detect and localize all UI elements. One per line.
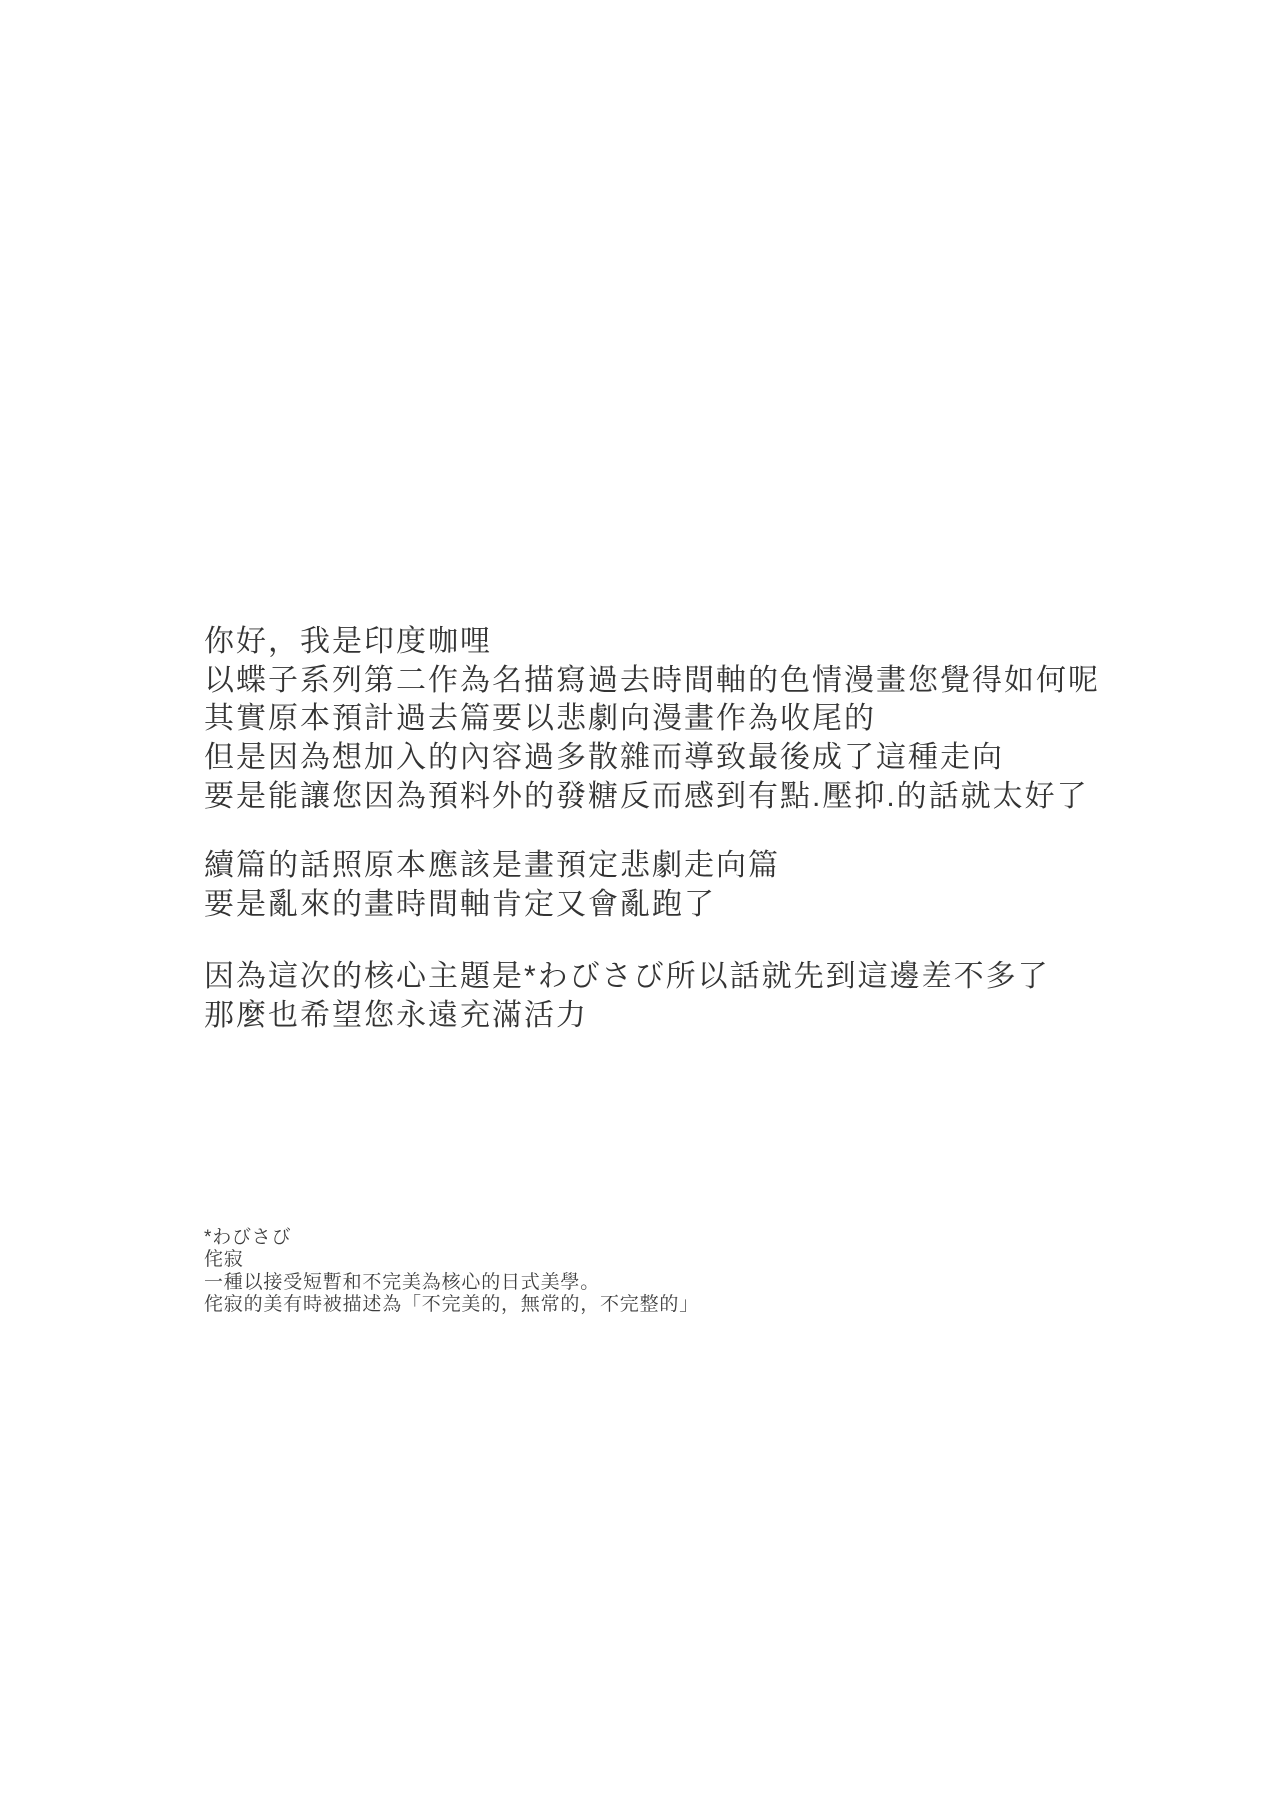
footnote-line: 侘寂的美有時被描述為「不完美的，無常的，不完整的」 (204, 1294, 700, 1316)
afterword-line: 續篇的話照原本應該是畫預定悲劇走向篇 (204, 849, 780, 882)
wabisabi-footnote (204, 1227, 699, 1317)
afterword-line: 其實原本預計過去篇要以悲劇向漫畫作為收尾的 (204, 702, 876, 736)
afterword-paragraph-sequel (204, 847, 780, 924)
afterword-line: 因為這次的核心主題是*わびさび所以話就先到這邊差不多了 (204, 960, 1050, 993)
afterword-line: 但是因為想加入的內容過多散雜而導致最後成了這種走向 (204, 741, 1004, 775)
afterword-line: 那麼也希望您永遠充滿活力 (204, 998, 588, 1032)
afterword-line: 以蝶子系列第二作為名描寫過去時間軸的色情漫畫您覺得如何呢 (204, 663, 1100, 697)
afterword-paragraph-closing (204, 958, 1050, 1035)
afterword-line: 要是能讓您因為預料外的發糖反而感到有點.壓抑.的話就太好了 (204, 779, 1089, 813)
afterword-line: 要是亂來的畫時間軸肯定又會亂跑了 (204, 887, 716, 921)
afterword-line: 你好，我是印度咖哩 (204, 625, 492, 658)
footnote-line: 一種以接受短暫和不完美為核心的日式美學。 (204, 1271, 601, 1293)
afterword-paragraph-greeting (204, 623, 1100, 817)
footnote-line: *わびさび (204, 1227, 292, 1248)
footnote-line: 侘寂 (204, 1249, 244, 1271)
